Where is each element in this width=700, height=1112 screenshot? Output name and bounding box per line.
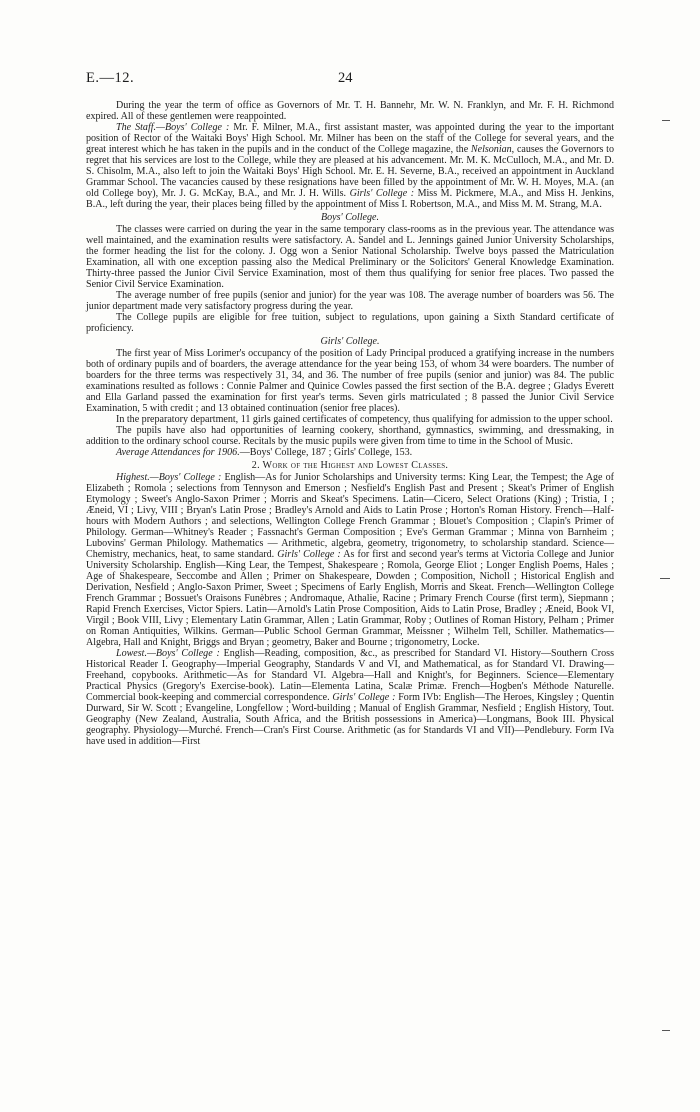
- governors-paragraph: During the year the term of office as Governors of Mr. T. H. Bannehr, Mr. W. N. Franklyn, and Mr. F. H. Richmond expired. All of these gentlemen were reappointed.: [86, 100, 614, 122]
- girls-paragraph-3: The pupils have also had opportunities of learning cookery, shorthand, gymnastics, swimming, and dressmaking, in addition to the ordinary school course. Recitals by the music pupils were given from time to time in the School of Music.: [86, 425, 614, 447]
- work-classes-heading: 2. Work of the Highest and Lowest Classes.: [251, 460, 449, 471]
- staff-text-1: Mr. F. Milner, M.A., first assistant master, was appointed during the year to the important position of Rector of the Waitaki Boys' High School. Mr. Milner has been on the staff of the College for several years, and the great interest which he has taken in the pupils and in the conduct of the College magazine, the: [86, 122, 614, 155]
- staff-magazine: Nelsonian: [470, 144, 512, 155]
- boys-paragraph-1: The classes were carried on during the year in the same temporary class-rooms as in the previous year. The attendance was well maintained, and the examination results were satisfactory. A. Sandel and L. Jennings gained Junior University Scholarships, the former heading the list for the colony. J. Ogg won a Senior National Scholarship. Twelve boys passed the Matriculation Examination, all with one exception passing also the Medical Preliminary or the Solicitors' General Knowledge Examination. Thirty-three passed the Junior Civil Service Examination, most of them thus qualifying for senior free places. Two passed the Senior Civil Service Examination.: [86, 224, 614, 290]
- margin-mark: [662, 1030, 670, 1031]
- margin-mark: [660, 578, 670, 579]
- staff-label: The Staff.—Boys' College :: [116, 122, 230, 133]
- staff-text-2: , causes the Governors to regret that his services are lost to the College, while they are pleased at his advancement. Mr. M. K. McCulloch, M.A., and Mr. D. S. Chisolm, M.A., also left to join the Waitaki Boys' High School. Mr. E. H. Severne, B.A., received an appointment in Auckland Grammar School. The vacancies caused by these resignations have been filled by the appointment of Mr. W. H. Moyes, M.A. (an old College boy), Mr. J. G. McKay, B.A., and Mr. J. H. Wills.: [86, 144, 614, 199]
- report-code: E.—12.: [86, 70, 135, 86]
- average-attendances: [86, 447, 614, 458]
- girls-college-heading: Girls' College.: [320, 336, 380, 347]
- highest-text-1: English—As for Junior Scholarships and University terms: King Lear, the Tempest; the Age of Elizabeth ; Romola ; selections from Tennyson and Emerson ; Nesfield's English Past and Present ; Skeat's Primer of English Etymology ; Sweet's Anglo-Saxon Primer ; Morris and Skeat's Specimens. Latin—Cicero, Select Orations (King) ; Tristia, I ; Æneid, VI ; Livy, VIII ; Bryan's Latin Prose ; Bradley's Arnold and Aids to Latin Prose ; Horton's Roman History. French—Half-hours with Modern Authors ; and selections, Wellington College French Grammar ; Blouet's Composition ; Clapin's Primer of Philology. German—Whitney's Reader ; Fassnacht's German Composition ; Eve's German Grammar ; Minna von Barnheim ; Lubovins' German Philology. Mathematics — Arithmetic, algebra, geometry, trigonometry, to scholarship standard. Science—Chemistry, mechanics, heat, to same standard.: [86, 472, 614, 560]
- margin-mark: [662, 120, 670, 121]
- lowest-text-2: Form IVb: English—The Heroes, Kingsley ; Quentin Durward, Sir W. Scott ; Evangeline, Longfellow ; Word-building ; Manual of English Grammar, Nesfield ; English History, Tout. Geography (New Zealand, Australia, South Africa, and the British possessions in America)—Longmans, Book III. Physical geography. Physiology—Murché. French—Cran's First Course. Arithmetic (as for Standards VI and VII)—Pendlebury. Form IVa have used in addition—First: [86, 692, 614, 747]
- page-number: 24: [338, 70, 353, 86]
- staff-girls-label: Girls' College :: [349, 188, 415, 199]
- lowest-girls-label: Girls' College :: [332, 692, 396, 703]
- girls-paragraph-1: The first year of Miss Lorimer's occupancy of the position of Lady Principal produced a gratifying increase in the numbers both of ordinary pupils and of boarders, the average attendance for the year being 153, of whom 34 were boarders. The number of boarders for the three terms was respectively 31, 34, and 36. The number of free pupils (senior and junior) was 84. The public examinations resulted as follows : Connie Palmer and Quinice Cowles passed the first section of the B.A. degree ; Gladys Everett and Ella Garland passed the examination for first year's terms. Seven girls matriculated ; 8 passed the Junior Civil Service Examination, 5 with credit ; and 13 obtained continuation (senior free places).: [86, 348, 614, 414]
- lowest-paragraph: [86, 648, 614, 747]
- staff-paragraph: [86, 122, 614, 210]
- page-body: [86, 100, 614, 747]
- lowest-label: Lowest.—Boys' College :: [116, 648, 220, 659]
- girls-paragraph-2: In the preparatory department, 11 girls gained certificates of competency, thus qualifying for admission to the upper school.: [116, 414, 613, 425]
- highest-text-2: As for first and second year's terms at Victoria College and Junior University Scholarship. English—King Lear, the Tempest, Shakespeare ; Romola, George Eliot ; Longer English Poems, Hales ; Age of Shakespeare, Seccombe and Allen ; Primer on Shakespeare, Dowden ; Composition, Nicholl ; Historical English and Derivation, Nesfield ; Anglo-Saxon Primer, Sweet ; Specimens of Early English, Morris and Skeat. French—Wellington College French Grammar ; Bossuet's Oraisons Funèbres ; Andromaque, Athalie, Racine ; Primary French Course (first term), Siepmann ; Rapid French Exercises, Victor Spiers. Latin—Arnold's Latin Prose Composition, Aids to Latin Prose, Bradley ; Æneid, Book VI, Virgil ; Book VIII, Livy ; Elementary Latin Grammar, Allen ; Latin Grammar, Roby ; Outlines of Roman History, Pelham ; Primer on Roman Antiquities, Wilkins. German—Public School German Grammar, Meissner ; Wilhelm Tell, Schiller. Mathematics—Algebra, Hall and Knight, Briggs and Bryan ; geometry, Baker and Bourne ; trigonometry, Locke.: [86, 549, 615, 648]
- highest-label: Highest.—Boys' College :: [116, 472, 222, 483]
- highest-girls-label: Girls' College :: [277, 549, 341, 560]
- lowest-text-1: English—Reading, composition, &c., as prescribed for Standard VI. History—Southern Cross Historical Reader I. Geography—Imperial Geography, Standards V and VI, and Mathematical, as for Standard VI. Drawing—Freehand, copybooks. Arithmetic—As for Standard VI. Algebra—Hall and Knight's, for Beginners. Science—Elementary Practical Physics (Gregory's Exercise-book). Latin—Elementa Latina, Scalæ Primæ. French—Hogben's Méthode Naturelle. Commercial book-keeping and commercial correspondence.: [86, 648, 614, 703]
- avg-label: Average Attendances for 1906.: [116, 447, 240, 458]
- avg-text: —Boys' College, 187 ; Girls' College, 153.: [239, 447, 413, 458]
- highest-paragraph: [86, 472, 614, 648]
- boys-paragraph-2: The average number of free pupils (senior and junior) for the year was 108. The average number of boarders was 56. The junior department made very satisfactory progress during the year.: [86, 290, 614, 312]
- boys-paragraph-3: The College pupils are eligible for free tuition, subject to regulations, upon gaining a Sixth Standard certificate of proficiency.: [86, 312, 614, 334]
- boys-college-heading: Boys' College.: [321, 212, 379, 223]
- staff-text-3: Miss M. Pickmere, M.A., and Miss H. Jenkins, B.A., left during the year, their places being filled by the appointment of Miss I. Robertson, M.A., and Miss M. M. Strang, M.A.: [86, 188, 614, 210]
